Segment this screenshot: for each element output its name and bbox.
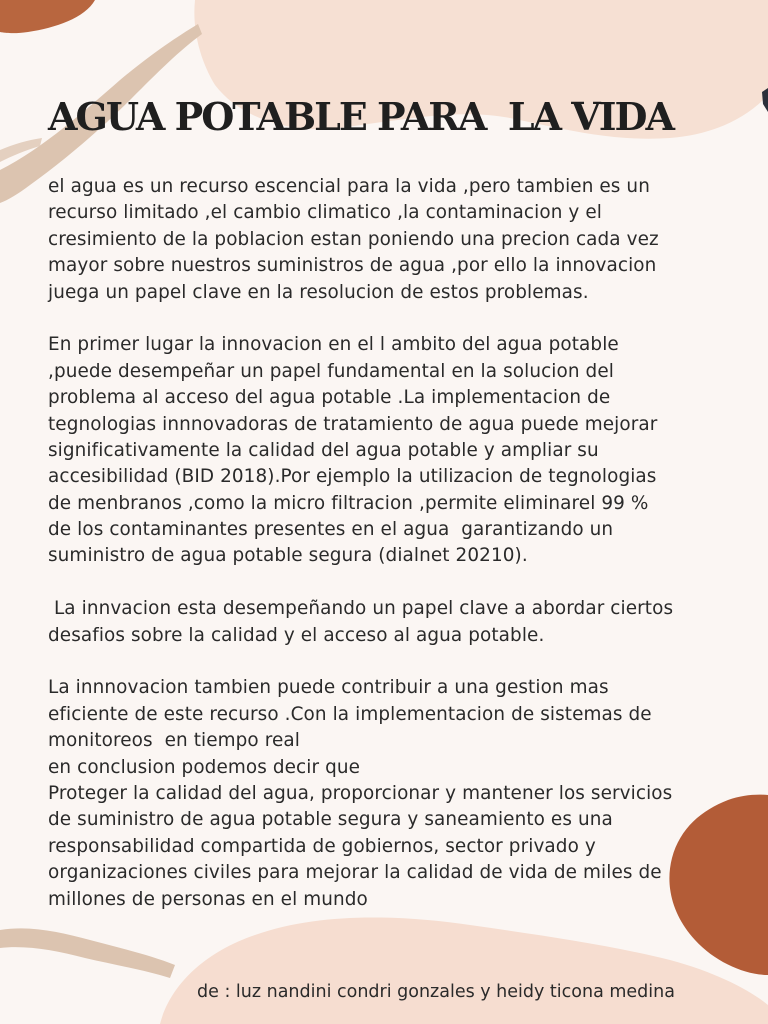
document-title: AGUA POTABLE PARA LA VIDA (48, 94, 673, 139)
paragraph-line: problema al acceso del agua potable .La implementacion de (48, 387, 611, 409)
paragraph-line: de los contaminantes presentes en el agua garantizando un (48, 519, 614, 541)
paragraph-line: monitoreos en tiempo real (48, 730, 300, 752)
paragraph-line: de suministro de agua potable segura y saneamiento es una (48, 809, 613, 831)
paragraph-line: La innvacion esta desempeñando un papel clave a abordar ciertos (48, 598, 674, 620)
paragraph-line: de menbranos ,como la micro filtracion ,permite eliminarel 99 % (48, 492, 649, 514)
paragraph-line: millones de personas en el mundo (48, 888, 368, 910)
paragraph-line: cresimiento de la poblacion estan poniendo una precion cada vez (48, 228, 659, 250)
author-credit: de : luz nandini condri gonzales y heidy ticona medina (197, 982, 675, 1002)
paragraph-line: mayor sobre nuestros suministros de agua ,por ello la innovacion (48, 255, 657, 277)
paragraph-line: organizaciones civiles para mejorar la calidad de vida de miles de (48, 862, 662, 884)
paragraph-line: eficiente de este recurso .Con la implementacion de sistemas de (48, 703, 652, 725)
paragraph-line: suministro de agua potable segura (dialnet 20210). (48, 545, 528, 567)
paragraph-line: el agua es un recurso escencial para la vida ,pero tambien es un (48, 176, 650, 197)
paragraph-line: recurso limitado ,el cambio climatico ,la contaminacion y el (48, 202, 602, 224)
paragraph-line: juega un papel clave en la resolucion de estos problemas. (48, 281, 589, 303)
paragraph-gap (48, 306, 760, 332)
paragraph-gap (48, 649, 760, 675)
paragraph-line: significativamente la calidad del agua potable y ampliar su (48, 439, 599, 461)
paragraph-line: En primer lugar la innovacion en el l ambito del agua potable (48, 334, 619, 356)
paragraph-line: en conclusion podemos decir que (48, 756, 361, 778)
paragraph-line: La innnovacion tambien puede contribuir a una gestion mas (48, 677, 609, 699)
paragraph-line: ,puede desempeñar un papel fundamental en la solucion del (48, 360, 614, 382)
paragraph-line: tegnologias innnovadoras de tratamiento de agua puede mejorar (48, 413, 658, 435)
body-text (48, 174, 760, 913)
paragraph-line: desafios sobre la calidad y el acceso al agua potable. (48, 624, 545, 646)
paragraph-line: Proteger la calidad del agua, proporcionar y mantener los servicios (48, 782, 673, 804)
paragraph-gap (48, 570, 760, 596)
paragraph-line: accesibilidad (BID 2018).Por ejemplo la utilizacion de tegnologias (48, 466, 657, 488)
paragraph-line: responsabilidad compartida de gobiernos, sector privado y (48, 835, 596, 857)
